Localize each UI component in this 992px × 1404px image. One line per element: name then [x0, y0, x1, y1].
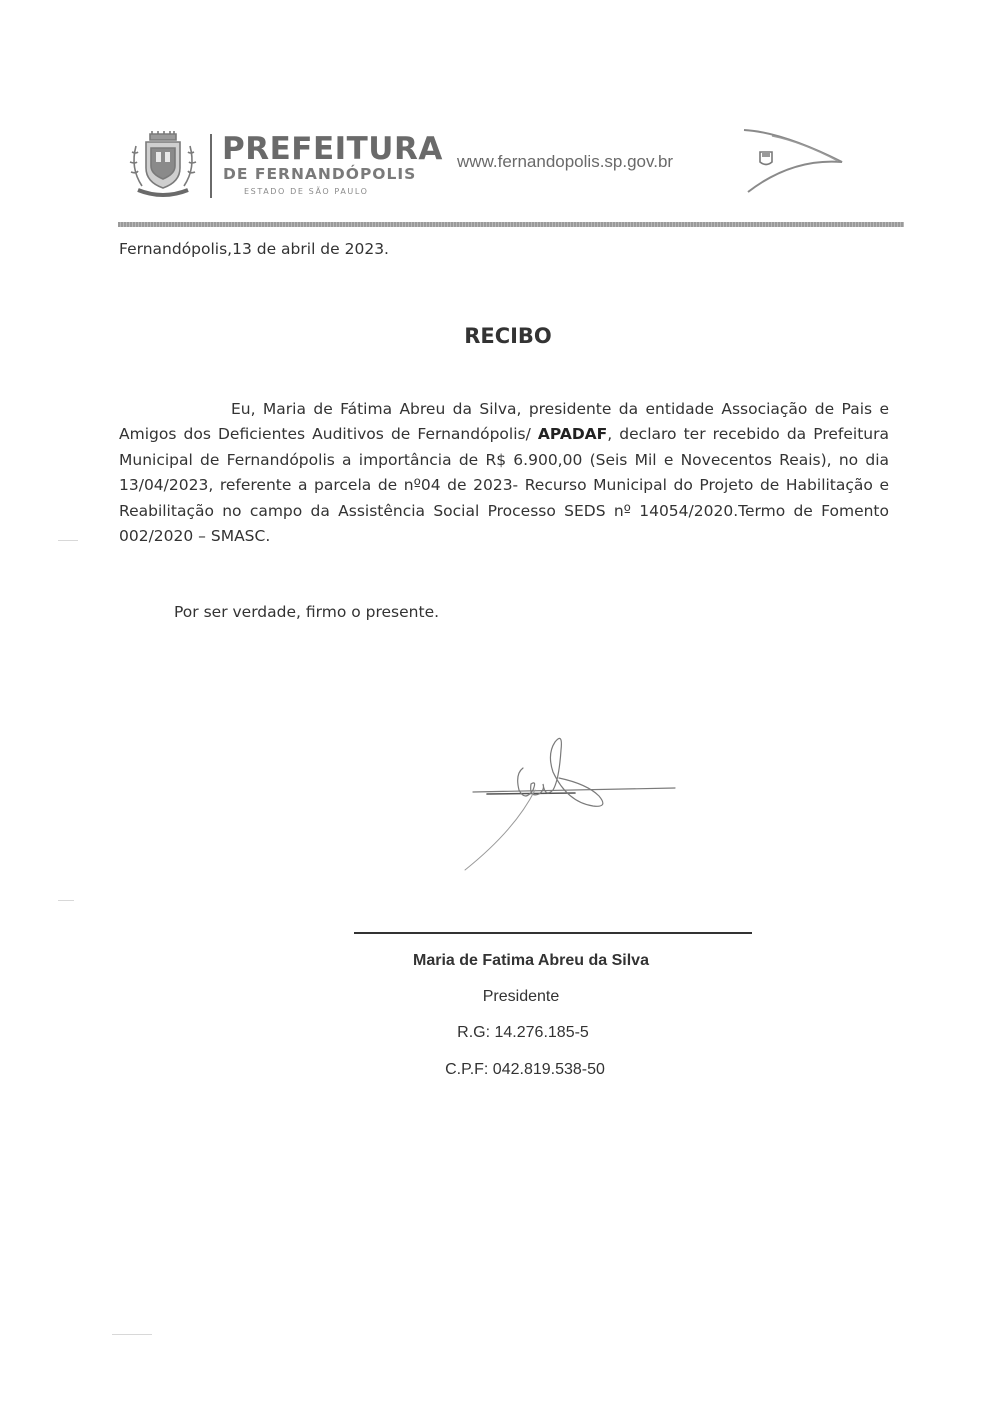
brand-subtitle: DE FERNANDÓPOLIS	[223, 165, 417, 183]
arrow-logo-icon	[742, 128, 846, 194]
scan-mark	[58, 900, 74, 901]
brand-state: ESTADO DE SÃO PAULO	[244, 187, 369, 196]
handwritten-signature	[425, 730, 695, 880]
header-rule	[118, 222, 904, 227]
municipal-coat-of-arms-icon	[128, 130, 198, 200]
scan-mark	[58, 540, 78, 541]
header-divider	[210, 134, 212, 198]
signatory-role: Presidente	[482, 988, 560, 1005]
signatory-rg: R.G: 14.276.185-5	[457, 1024, 589, 1041]
paragraph-text-2: , declaro ter recebido da Prefeitura Municipal de Fernandópolis a importância de R$ 6.900,00 (Seis Mil e Novecentos Reais), no dia 13/04/2023, referente a parcela de nº04 de 2023- Recurso Municipal do Projeto de Habilitação e Reabilitação no campo da Assistência Social Processo SEDS nº 14054/2020.Termo de Fomento 002/2020 – SMASC.	[119, 425, 889, 546]
signature-line	[354, 932, 752, 934]
signatory-name: Maria de Fatima Abreu da Silva	[413, 952, 649, 969]
scan-mark	[112, 1334, 152, 1335]
paragraph-text-1: Eu, Maria de Fátima Abreu da Silva, presidente da entidade Associação de Pais e Amigos dos Deficientes Auditivos de Fernandópolis/	[119, 400, 889, 444]
entity-acronym: APADAF	[537, 425, 608, 444]
signatory-cpf: C.P.F: 042.819.538-50	[445, 1061, 605, 1078]
closing-statement: Por ser verdade, firmo o presente.	[174, 603, 440, 621]
date-line: Fernandópolis,13 de abril de 2023.	[119, 240, 389, 258]
brand-title: PREFEITURA	[222, 131, 443, 167]
receipt-paragraph	[119, 397, 889, 549]
page-title: RECIBO	[464, 324, 552, 348]
website-link[interactable]: www.fernandopolis.sp.gov.br	[457, 152, 674, 171]
